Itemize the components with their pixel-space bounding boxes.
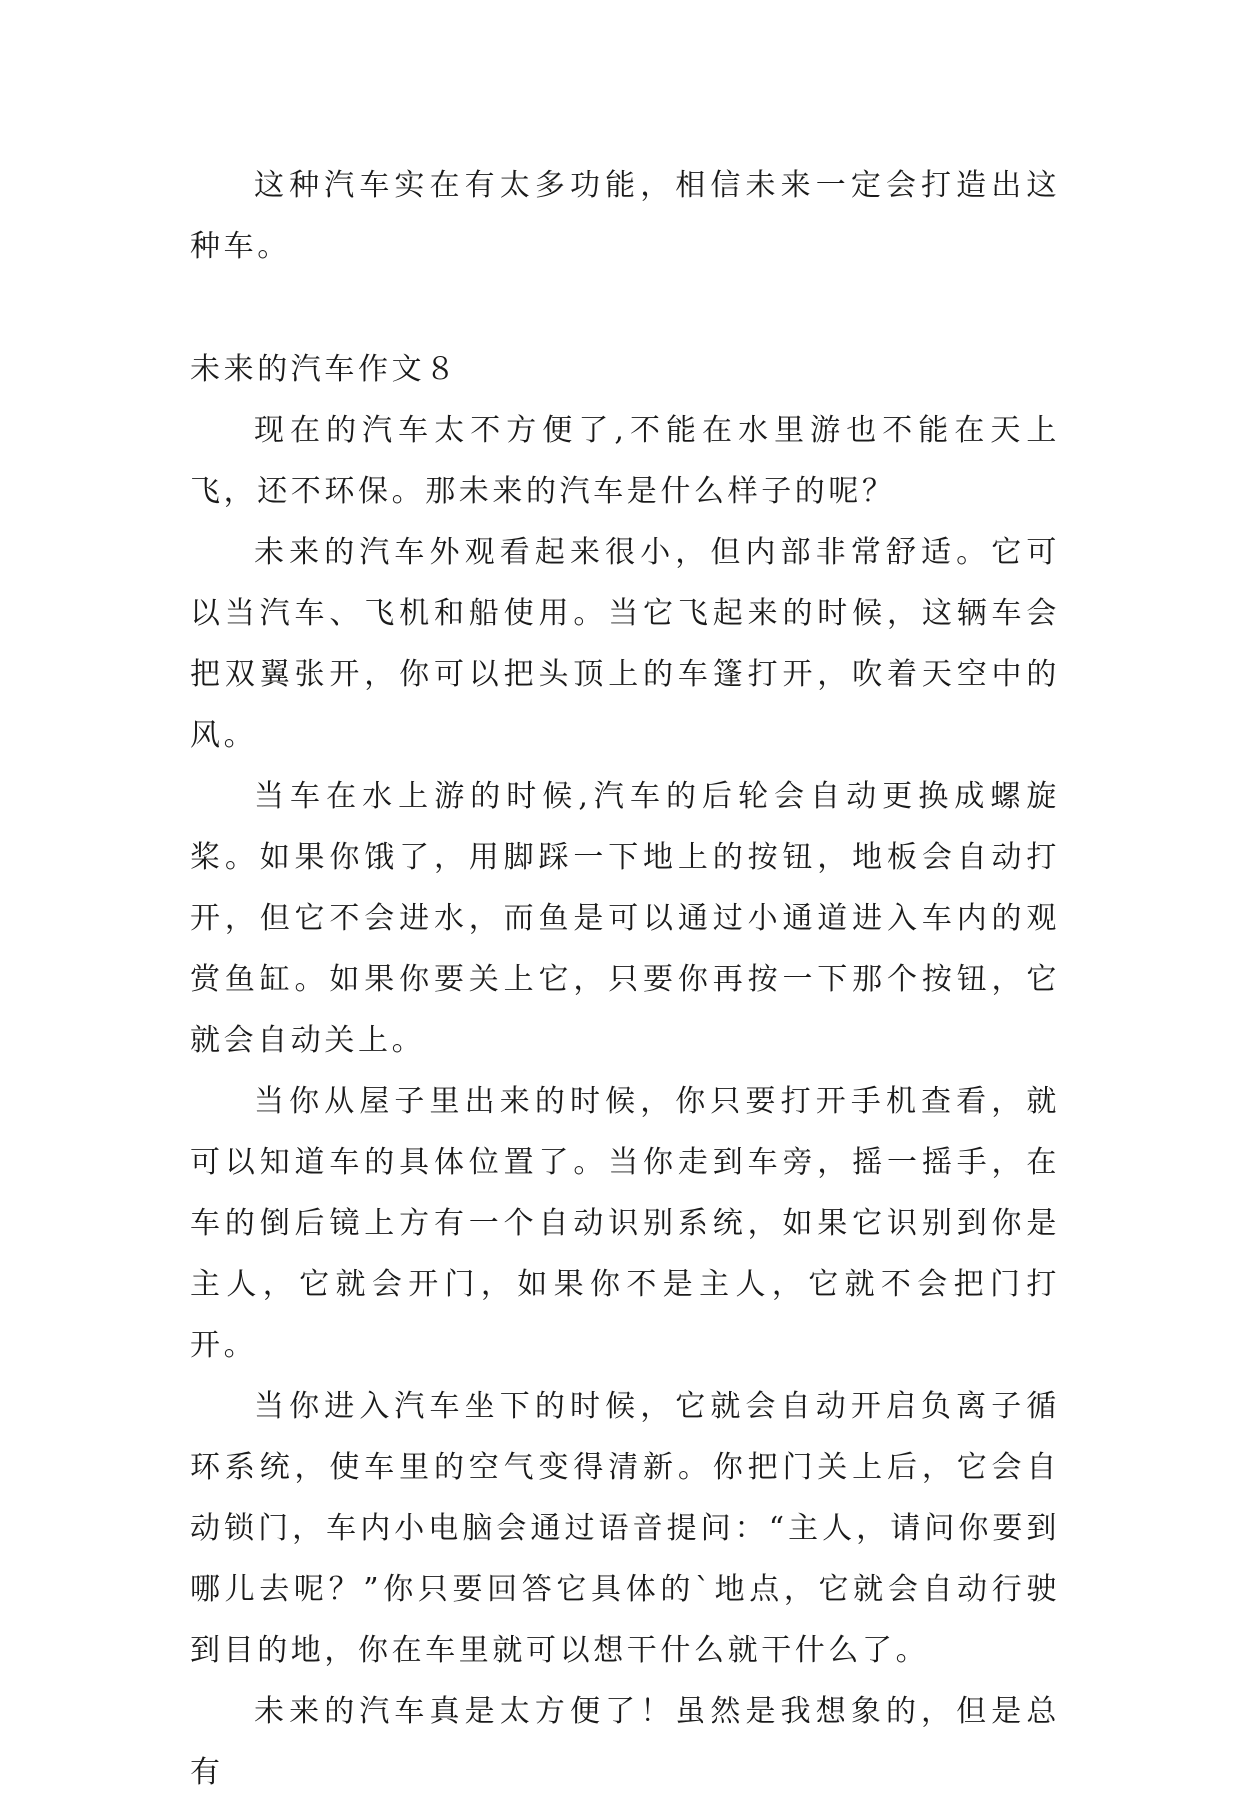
- essay-paragraph: 现在的汽车太不方便了,不能在水里游也不能在天上飞，还不环保。那未来的汽车是什么样子的呢？: [190, 413, 1060, 509]
- intro-paragraph: 这种汽车实在有太多功能，相信未来一定会打造出这种车。: [190, 168, 1060, 264]
- essay-paragraph: 当你从屋子里出来的时候，你只要打开手机查看，就可以知道车的具体位置了。当你走到车旁，摇一摇手，在车的倒后镜上方有一个自动识别系统，如果它识别到你是主人，它就会开门，如果你不是主人，它就不会把门打开。: [190, 1084, 1060, 1363]
- essay-paragraph: 未来的汽车外观看起来很小，但内部非常舒适。它可以当汽车、飞机和船使用。当它飞起来的时候，这辆车会把双翼张开，你可以把头顶上的车篷打开，吹着天空中的风。: [190, 535, 1060, 753]
- intro-section: [190, 155, 1060, 277]
- essay-paragraph: 当车在水上游的时候,汽车的后轮会自动更换成螺旋桨。如果你饿了，用脚踩一下地上的按钮，地板会自动打开，但它不会进水，而鱼是可以通过小通道进入车内的观赏鱼缸。如果你要关上它，只要你再按一下那个按钮，它就会自动关上。: [190, 779, 1060, 1058]
- essay-section: [190, 339, 1060, 1803]
- essay-paragraph: 未来的汽车真是太方便了！虽然是我想象的，但是总有: [190, 1694, 1060, 1790]
- essay-paragraph: 当你进入汽车坐下的时候，它就会自动开启负离子循环系统，使车里的空气变得清新。你把门关上后，它会自动锁门，车内小电脑会通过语音提问：“主人，请问你要到哪儿去呢？”你只要回答它具体的`地点，它就会自动行驶到目的地，你在车里就可以想干什么就干什么了。: [190, 1389, 1060, 1668]
- section-title: 未来的汽车作文８: [190, 352, 459, 387]
